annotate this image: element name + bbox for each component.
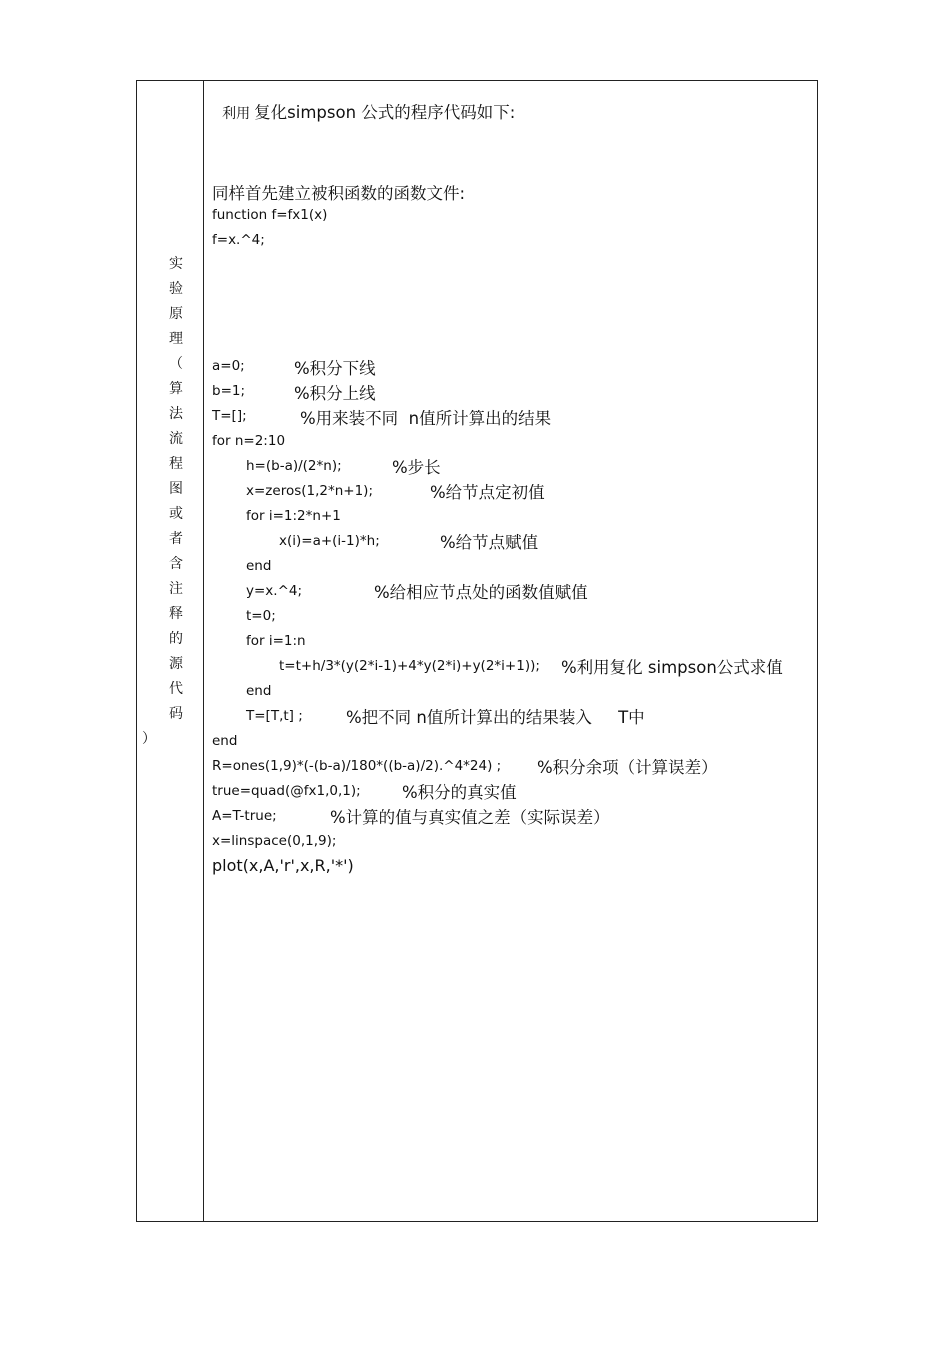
func-line-1: function f=fx1(x) — [212, 207, 328, 223]
side-label-char: 程 — [169, 456, 183, 472]
code-line: end — [212, 733, 238, 749]
side-label-char: 码 — [169, 706, 183, 722]
side-label-char: 流 — [169, 431, 183, 447]
side-label-char: 含 — [169, 556, 183, 572]
side-label-char: 验 — [169, 281, 183, 297]
side-label-char: 者 — [169, 531, 183, 547]
code-comment: %步长 — [392, 458, 441, 477]
code-comment: %用来装不同 n值所计算出的结果 — [300, 409, 552, 428]
side-label-char: 释 — [169, 606, 183, 622]
side-label-char: 源 — [169, 656, 183, 672]
code-line: for n=2:10 — [212, 433, 286, 449]
intro-text: 复化simpson 公式的程序代码如下: — [254, 103, 516, 122]
side-label-char: 图 — [169, 481, 183, 497]
side-label-char: 代 — [169, 681, 183, 697]
side-label-char: （ — [169, 356, 183, 372]
side-label-char: 的 — [169, 631, 183, 647]
code-line: t=0; — [246, 608, 276, 624]
code-comment: %积分余项（计算误差） — [537, 758, 718, 777]
code-comment: %积分上线 — [294, 384, 376, 403]
code-line: T=[]; — [212, 408, 247, 424]
side-label-char: 实 — [169, 256, 183, 272]
code-line: x=zeros(1,2*n+1); — [246, 483, 373, 499]
code-line: y=x.^4; — [246, 583, 303, 599]
code-line: h=(b-a)/(2*n); — [246, 458, 342, 474]
func-line-2: f=x.^4; — [212, 232, 265, 248]
code-comment: %积分的真实值 — [402, 783, 517, 802]
code-comment: %把不同 n值所计算出的结果装入 T中 — [346, 708, 645, 727]
code-line: end — [246, 558, 272, 574]
code-line: a=0; — [212, 358, 245, 374]
side-label-char: 算 — [169, 381, 183, 397]
code-comment: %给相应节点处的函数值赋值 — [374, 583, 588, 602]
side-label-char: 理 — [169, 331, 183, 347]
side-label-char: 或 — [169, 506, 183, 522]
code-line: b=1; — [212, 383, 246, 399]
side-label — [140, 252, 198, 752]
code-line: T=[T,t] ; — [246, 708, 303, 724]
code-line: end — [246, 683, 272, 699]
func-intro: 同样首先建立被积函数的函数文件: — [212, 184, 466, 203]
code-line: x=linspace(0,1,9); — [212, 833, 337, 849]
column-divider — [203, 80, 204, 1222]
side-label-char: ） — [142, 731, 156, 747]
code-line: for i=1:2*n+1 — [246, 508, 341, 524]
intro-prefix: 利用 — [222, 106, 251, 122]
side-label-char: 法 — [169, 406, 183, 422]
code-line: for i=1:n — [246, 633, 306, 649]
code-line: A=T-true; — [212, 808, 277, 824]
code-comment: %利用复化 simpson公式求值 — [561, 658, 783, 677]
intro-line — [212, 80, 515, 123]
table-frame — [136, 80, 818, 1222]
side-label-char: 注 — [169, 581, 183, 597]
code-comment: %积分下线 — [294, 359, 376, 378]
code-line: x(i)=a+(i-1)*h; — [279, 533, 380, 549]
side-label-char: 原 — [169, 306, 183, 322]
code-comment: %给节点赋值 — [440, 533, 539, 552]
plot-line: plot(x,A,'r',x,R,'*') — [212, 856, 354, 875]
code-comment: %计算的值与真实值之差（实际误差） — [330, 808, 610, 827]
code-line: R=ones(1,9)*(-(b-a)/180*((b-a)/2).^4*24) ; — [212, 758, 502, 774]
code-comment: %给节点定初值 — [430, 483, 545, 502]
code-line: t=t+h/3*(y(2*i-1)+4*y(2*i)+y(2*i+1)); — [279, 658, 540, 674]
code-line: true=quad(@fx1,0,1); — [212, 783, 361, 799]
